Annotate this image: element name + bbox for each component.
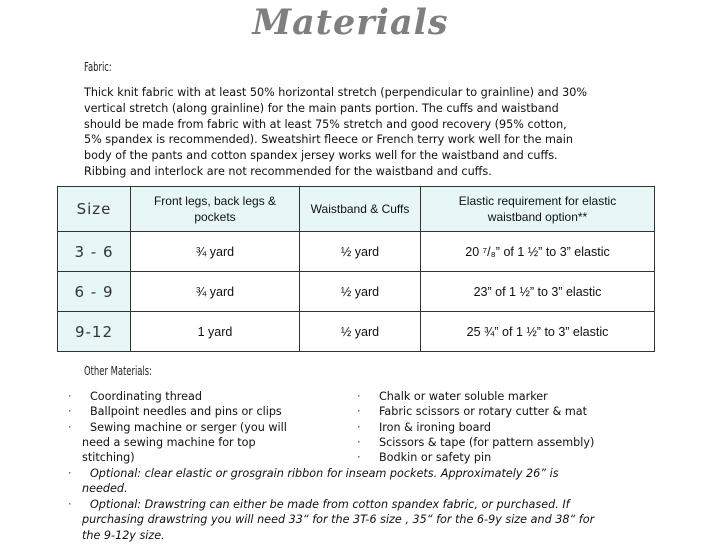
front-legs-cell: 1 yard bbox=[131, 312, 300, 352]
bullet-icon: · bbox=[68, 467, 72, 480]
fabric-line: body of the pants and cotton spandex jersey works well for the waistband and cuffs. bbox=[84, 149, 558, 163]
elastic-cell: 25 ¾” of 1 ½” to 3” elastic bbox=[421, 312, 655, 352]
optional-note-pockets bbox=[68, 466, 559, 497]
list-item-continued: stitching) bbox=[82, 451, 135, 465]
bullet-icon: · bbox=[357, 451, 361, 465]
list-item: · Bodkin or safety pin bbox=[357, 451, 492, 465]
elastic-cell: 23” of 1 ½” to 3” elastic bbox=[421, 272, 655, 312]
fabric-line: 5% spandex is recommended). Sweatshirt fleece or French terry work well for the main bbox=[84, 133, 573, 147]
fabric-line: Ribbing and interlock are not recommended for the waistband and cuffs. bbox=[84, 164, 492, 178]
right-materials-list bbox=[357, 389, 595, 465]
list-item: · Fabric scissors or rotary cutter & mat bbox=[357, 405, 588, 419]
bullet-icon: · bbox=[68, 498, 72, 511]
bullet-icon: · bbox=[357, 420, 361, 434]
materials-table bbox=[57, 186, 655, 352]
bullet-icon: · bbox=[357, 405, 361, 419]
waistband-cell: ½ yard bbox=[300, 312, 421, 352]
size-header: Size bbox=[58, 187, 131, 232]
waistband-cell: ½ yard bbox=[300, 232, 421, 272]
list-item: · Optional: Drawstring can either be made from cotton spandex fabric, or purchased. If bbox=[68, 498, 570, 511]
table-row bbox=[58, 232, 655, 272]
fabric-line: vertical stretch (along grainline) for the main pants portion. The cuffs and waistband bbox=[84, 101, 559, 115]
list-item-continued: needed. bbox=[82, 482, 128, 496]
bullet-icon: · bbox=[68, 420, 72, 434]
waistband-cell: ½ yard bbox=[300, 272, 421, 312]
optional-note-drawstring bbox=[68, 497, 602, 543]
waistband-header: Waistband & Cuffs bbox=[300, 187, 421, 232]
fabric-line: should be made from fabric with at least 75% stretch and good recovery (95% cotton, bbox=[84, 117, 567, 131]
list-item-continued: need a sewing machine for top bbox=[82, 435, 256, 449]
bullet-icon: · bbox=[68, 405, 72, 419]
size-cell: 3 - 6 bbox=[58, 232, 131, 272]
list-item: · Scissors & tape (for pattern assembly) bbox=[357, 435, 595, 449]
size-cell: 9-12 bbox=[58, 312, 131, 352]
front-legs-cell: ¾ yard bbox=[131, 272, 300, 312]
left-materials-list bbox=[68, 389, 287, 465]
fabric-heading: Fabric: bbox=[84, 60, 112, 74]
list-item: · Coordinating thread bbox=[68, 390, 202, 403]
list-item: · Chalk or water soluble marker bbox=[357, 390, 548, 403]
bullet-icon: · bbox=[357, 435, 361, 449]
list-item: · Iron & ironing board bbox=[357, 420, 491, 434]
list-item: · Sewing machine or serger (you will bbox=[68, 420, 287, 434]
front-legs-cell: ¾ yard bbox=[131, 232, 300, 272]
bullet-icon: · bbox=[68, 390, 72, 403]
fabric-paragraph bbox=[84, 85, 624, 180]
page-title: Materials bbox=[252, 2, 449, 43]
fabric-line: Thick knit fabric with at least 50% horizontal stretch (perpendicular to grainline) and 30% bbox=[84, 86, 587, 99]
table-row bbox=[58, 272, 655, 312]
list-item-continued: purchasing drawstring you will need 33“ for the 3T-6 size , 35“ for the 6-9y size and 38“ for bbox=[82, 513, 595, 527]
bullet-icon: · bbox=[357, 390, 361, 403]
size-cell: 6 - 9 bbox=[58, 272, 131, 312]
front-legs-header: Front legs, back legs & pockets bbox=[131, 187, 300, 232]
elastic-cell: 20 ⁷/₈” of 1 ½” to 3” elastic bbox=[421, 232, 655, 272]
table-row bbox=[58, 312, 655, 352]
list-item: · Optional: clear elastic or grosgrain ribbon for inseam pockets. Approximately 26” is bbox=[68, 467, 559, 480]
list-item-continued: the 9-12y size. bbox=[82, 528, 165, 542]
table-header-row bbox=[58, 187, 655, 232]
elastic-header: Elastic requirement for elastic waistband option** bbox=[421, 187, 655, 232]
other-materials-heading: Other Materials: bbox=[84, 364, 153, 378]
list-item: · Ballpoint needles and pins or clips bbox=[68, 405, 282, 419]
